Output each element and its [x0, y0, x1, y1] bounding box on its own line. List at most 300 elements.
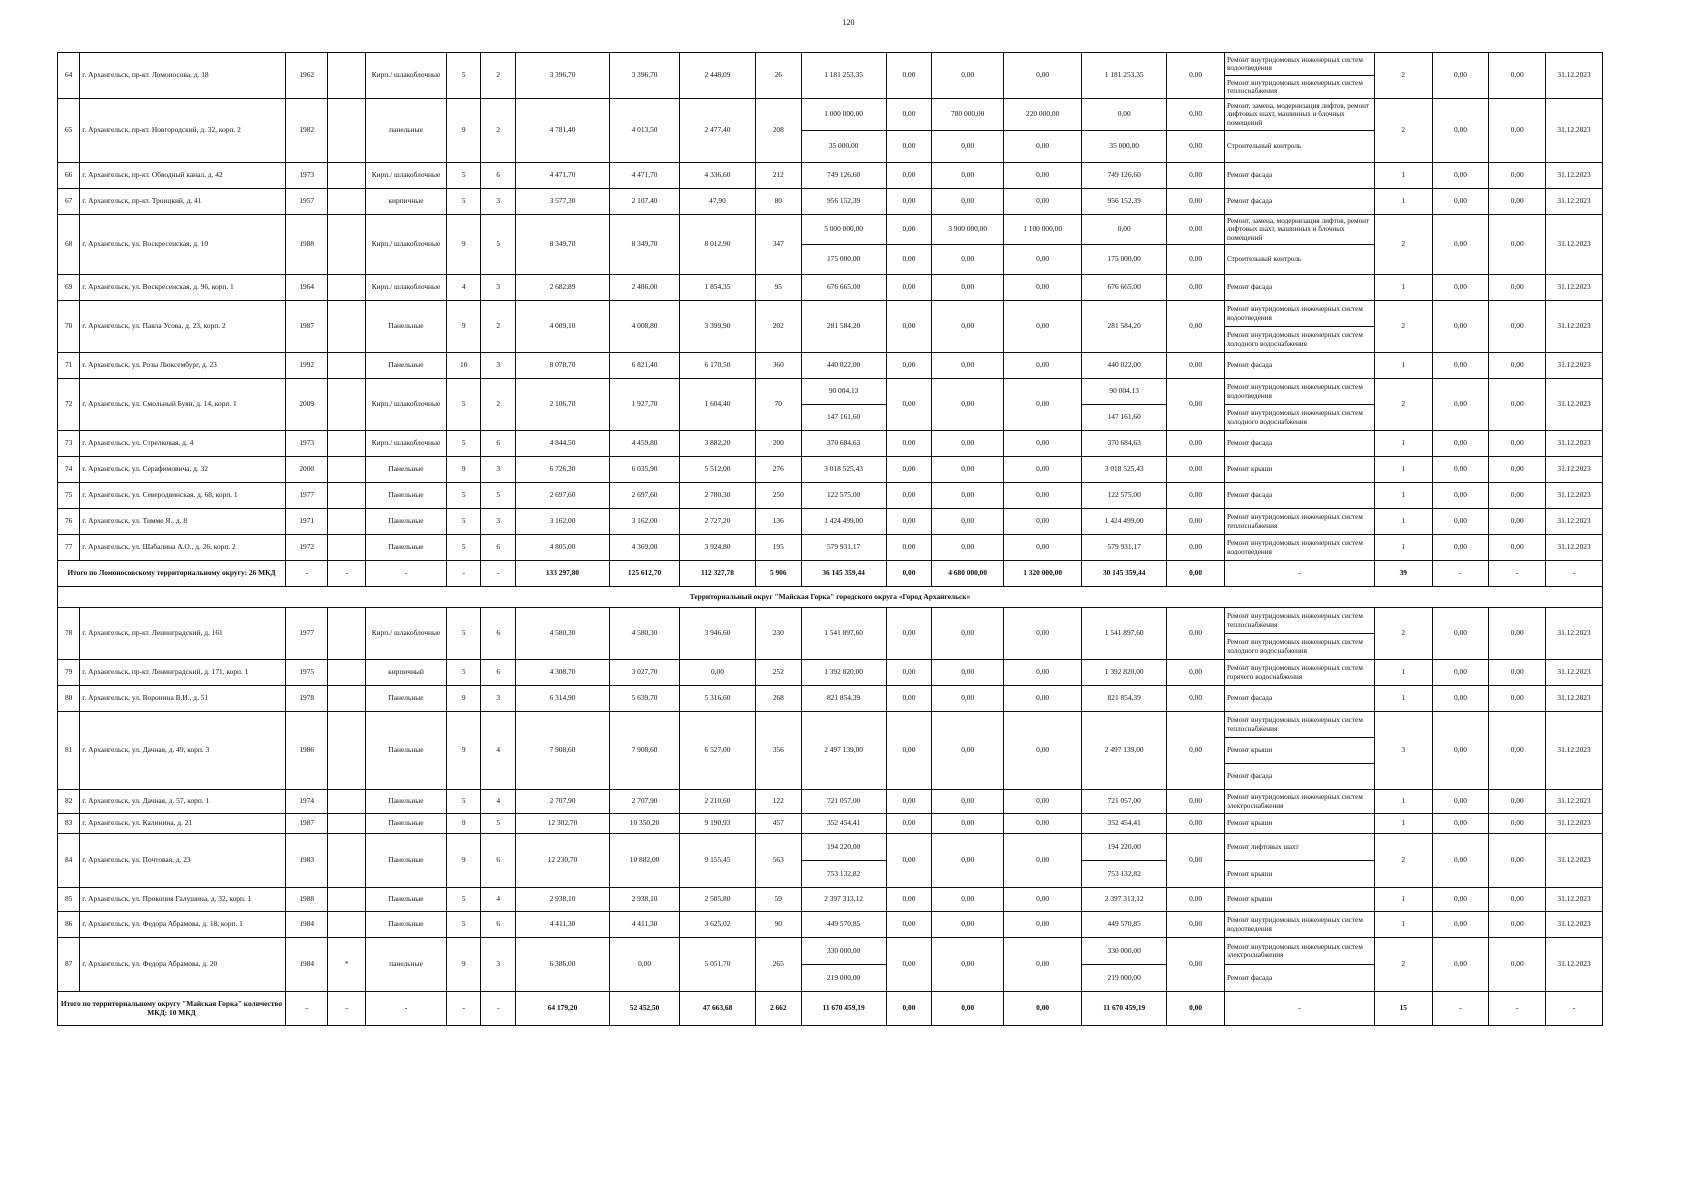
table-row: [58, 215, 1603, 245]
residential-area-cell: 1 854,35: [680, 275, 756, 301]
total-area-cell: 2 682,89: [515, 275, 609, 301]
wall-material-cell: кирпичные: [365, 189, 446, 215]
owners-cell: 1 541 897,60: [1082, 608, 1167, 660]
total-dash: -: [328, 561, 365, 587]
cost-cell: 352 454,41: [801, 814, 886, 834]
owners-cell: 194 220,00: [1082, 834, 1167, 861]
wall-material-cell: Панельные: [365, 712, 446, 790]
row-number: 80: [58, 686, 80, 712]
mark-cell: *: [328, 938, 365, 992]
table-row: [58, 53, 1603, 76]
living-area-cell: 3 162,00: [610, 509, 680, 535]
living-area-cell: 5 639,70: [610, 686, 680, 712]
plan-cell: 0,00: [1432, 686, 1489, 712]
local-cell: 0,00: [1004, 888, 1082, 912]
work-type-cell: Ремонт внутридомовых инженерных систем водоотведения: [1224, 379, 1374, 405]
cost-cell: 821 854,39: [801, 686, 886, 712]
fund-cell: 0,00: [886, 189, 932, 215]
local-cell: 0,00: [1004, 275, 1082, 301]
owners-cell: 753 132,82: [1082, 861, 1167, 888]
residential-area-cell: 1 604,40: [680, 379, 756, 431]
work-type-cell: Ремонт внутридомовых инженерных систем холодного водоснабжения: [1224, 634, 1374, 660]
work-type-cell: Ремонт крыши: [1224, 457, 1374, 483]
table-row: [58, 379, 1603, 405]
district2-rows: [58, 608, 1603, 992]
other-cell: 0,00: [1167, 834, 1225, 888]
wall-material-cell: Панельные: [365, 686, 446, 712]
plan-cell: 0,00: [1432, 215, 1489, 275]
total-residential-area: 47 663,68: [680, 992, 756, 1026]
plan-cell: 0,00: [1432, 53, 1489, 99]
plan-cell: 0,00: [1432, 938, 1489, 992]
mark-cell: [328, 660, 365, 686]
living-area-cell: 4 411,30: [610, 912, 680, 938]
year-cell: 1957: [285, 189, 328, 215]
work-count-cell: 1: [1374, 888, 1432, 912]
cost-cell: 3 018 525,43: [801, 457, 886, 483]
total-area-cell: 6 314,90: [515, 686, 609, 712]
work-type-cell: Ремонт крыши: [1224, 888, 1374, 912]
table-row: [58, 457, 1603, 483]
work-type-cell: Ремонт фасада: [1224, 965, 1374, 992]
other-cell: 0,00: [1167, 790, 1225, 814]
total-area-cell: 12 302,70: [515, 814, 609, 834]
work-type-cell: Ремонт фасада: [1224, 431, 1374, 457]
residential-area-cell: 2 210,60: [680, 790, 756, 814]
entrances-cell: 3: [481, 189, 515, 215]
row-number: 81: [58, 712, 80, 790]
address-cell: г. Архангельск, ул. Почтовая, д. 23: [80, 834, 286, 888]
entrances-cell: 3: [481, 353, 515, 379]
regional-cell: 0,00: [932, 814, 1004, 834]
entrances-cell: 6: [481, 912, 515, 938]
cost-cell: 449 570,85: [801, 912, 886, 938]
fund-cell: 0,00: [886, 275, 932, 301]
regional-cell: 0,00: [932, 131, 1004, 163]
row-number: 86: [58, 912, 80, 938]
floors-cell: 5: [447, 53, 481, 99]
residential-area-cell: 5 512,00: [680, 457, 756, 483]
residents-cell: 250: [755, 483, 801, 509]
row-number: 65: [58, 99, 80, 163]
year-cell: 1962: [285, 53, 328, 99]
regional-cell: 0,00: [932, 660, 1004, 686]
fund-cell: 0,00: [886, 814, 932, 834]
wall-material-cell: Кирп./ шлакоблочные: [365, 608, 446, 660]
work-count-cell: 2: [1374, 215, 1432, 275]
living-area-cell: 4 013,50: [610, 99, 680, 163]
plan-cell: 0,00: [1432, 189, 1489, 215]
total-area-cell: 4 580,30: [515, 608, 609, 660]
local-cell: 0,00: [1004, 712, 1082, 790]
mark-cell: [328, 215, 365, 275]
wall-material-cell: Кирп./ шлакоблочные: [365, 163, 446, 189]
plan-cell: 0,00: [1489, 686, 1546, 712]
residents-cell: 59: [755, 888, 801, 912]
work-count-cell: 1: [1374, 457, 1432, 483]
row-number: 64: [58, 53, 80, 99]
year-cell: 1974: [285, 790, 328, 814]
work-type-cell: Ремонт фасада: [1224, 686, 1374, 712]
residential-area-cell: 2 727,20: [680, 509, 756, 535]
residential-area-cell: 2 448,09: [680, 53, 756, 99]
local-cell: 0,00: [1004, 189, 1082, 215]
residents-cell: 90: [755, 912, 801, 938]
residential-area-cell: 9 190,93: [680, 814, 756, 834]
cost-cell: 281 584,20: [801, 301, 886, 353]
work-type-cell: Ремонт внутридомовых инженерных систем электроснабжения: [1224, 938, 1374, 965]
deadline-cell: 31.12.2023: [1546, 912, 1603, 938]
wall-material-cell: Панельные: [365, 834, 446, 888]
mark-cell: [328, 608, 365, 660]
work-type-cell: Ремонт, замена, модернизация лифтов, ремонт лифтовых шахт, машинных и блочных помещений: [1224, 215, 1374, 245]
deadline-cell: 31.12.2023: [1546, 483, 1603, 509]
district2-total: [58, 992, 1603, 1026]
row-number: 77: [58, 535, 80, 561]
other-cell: 0,00: [1167, 379, 1225, 431]
regional-cell: 0,00: [932, 189, 1004, 215]
work-type-cell: Ремонт внутридомовых инженерных систем холодного водоснабжения: [1224, 405, 1374, 431]
residents-cell: 265: [755, 938, 801, 992]
cost-cell: 2 497 139,00: [801, 712, 886, 790]
total-area-cell: 2 106,70: [515, 379, 609, 431]
work-type-cell: Ремонт внутридомовых инженерных систем водоотведения: [1224, 535, 1374, 561]
total-area-cell: 2 707,90: [515, 790, 609, 814]
work-count-cell: 1: [1374, 660, 1432, 686]
regional-cell: 780 000,00: [932, 99, 1004, 131]
address-cell: г. Архангельск, пр-кт. Ломоносова, д. 18: [80, 53, 286, 99]
total-local: 0,00: [1004, 992, 1082, 1026]
district1-rows: [58, 53, 1603, 561]
owners-cell: 3 018 525,43: [1082, 457, 1167, 483]
address-cell: г. Архангельск, ул. Шабалина А.О., д. 26, корп. 2: [80, 535, 286, 561]
floors-cell: 5: [447, 912, 481, 938]
plan-cell: 0,00: [1489, 53, 1546, 99]
deadline-cell: 31.12.2023: [1546, 457, 1603, 483]
work-type-cell: Ремонт внутридомовых инженерных систем водоотведения: [1224, 301, 1374, 327]
residential-area-cell: 2 505,80: [680, 888, 756, 912]
owners-cell: 330 000,00: [1082, 938, 1167, 965]
address-cell: г. Архангельск, ул. Северодвинская, д. 68, корп. 1: [80, 483, 286, 509]
other-cell: 0,00: [1167, 686, 1225, 712]
other-cell: 0,00: [1167, 814, 1225, 834]
cost-cell: 753 132,82: [801, 861, 886, 888]
total-area-cell: 8 349,70: [515, 215, 609, 275]
row-number: 67: [58, 189, 80, 215]
year-cell: 1987: [285, 814, 328, 834]
plan-cell: 0,00: [1432, 275, 1489, 301]
plan-cell: 0,00: [1489, 834, 1546, 888]
mark-cell: [328, 686, 365, 712]
work-count-cell: 2: [1374, 301, 1432, 353]
regional-cell: 0,00: [932, 483, 1004, 509]
plan-cell: 0,00: [1432, 99, 1489, 163]
fund-cell: 0,00: [886, 53, 932, 99]
total-living-area: 125 612,70: [610, 561, 680, 587]
fund-cell: 0,00: [886, 353, 932, 379]
cost-cell: 330 000,00: [801, 938, 886, 965]
plan-cell: 0,00: [1432, 814, 1489, 834]
cost-cell: 1 392 820,00: [801, 660, 886, 686]
floors-cell: 5: [447, 660, 481, 686]
address-cell: г. Архангельск, ул. Федора Абрамова, д. 20: [80, 938, 286, 992]
entrances-cell: 5: [481, 483, 515, 509]
regional-cell: 0,00: [932, 245, 1004, 275]
deadline-cell: 31.12.2023: [1546, 814, 1603, 834]
deadline-cell: 31.12.2023: [1546, 53, 1603, 99]
fund-cell: 0,00: [886, 163, 932, 189]
work-type-cell: Ремонт внутридомовых инженерных систем горячего водоснабжения: [1224, 660, 1374, 686]
work-count-cell: 1: [1374, 790, 1432, 814]
total-dash: -: [365, 992, 446, 1026]
local-cell: 0,00: [1004, 457, 1082, 483]
deadline-cell: 31.12.2023: [1546, 686, 1603, 712]
other-cell: 0,00: [1167, 431, 1225, 457]
entrances-cell: 3: [481, 938, 515, 992]
plan-cell: 0,00: [1432, 379, 1489, 431]
total-area-cell: 4 009,10: [515, 301, 609, 353]
row-number: 87: [58, 938, 80, 992]
wall-material-cell: панельные: [365, 99, 446, 163]
owners-cell: 1 392 820,00: [1082, 660, 1167, 686]
local-cell: 0,00: [1004, 686, 1082, 712]
local-cell: 0,00: [1004, 379, 1082, 431]
residents-cell: 360: [755, 353, 801, 379]
mark-cell: [328, 834, 365, 888]
local-cell: 0,00: [1004, 163, 1082, 189]
fund-cell: 0,00: [886, 712, 932, 790]
floors-cell: 9: [447, 99, 481, 163]
living-area-cell: 6 035,90: [610, 457, 680, 483]
residents-cell: 195: [755, 535, 801, 561]
residential-area-cell: 6 170,50: [680, 353, 756, 379]
wall-material-cell: Кирп./ шлакоблочные: [365, 215, 446, 275]
work-count-cell: 1: [1374, 431, 1432, 457]
floors-cell: 9: [447, 938, 481, 992]
residential-area-cell: 0,00: [680, 660, 756, 686]
total-residential-area: 112 327,78: [680, 561, 756, 587]
cost-cell: 90 004,13: [801, 379, 886, 405]
residents-cell: 136: [755, 509, 801, 535]
owners-cell: 721 057,00: [1082, 790, 1167, 814]
year-cell: 1975: [285, 660, 328, 686]
local-cell: 0,00: [1004, 509, 1082, 535]
work-count-cell: 2: [1374, 53, 1432, 99]
entrances-cell: 4: [481, 790, 515, 814]
year-cell: 1988: [285, 888, 328, 912]
address-cell: г. Архангельск, ул. Серафимовича, д. 32: [80, 457, 286, 483]
work-count-cell: 1: [1374, 275, 1432, 301]
entrances-cell: 3: [481, 509, 515, 535]
total-area-cell: 7 908,60: [515, 712, 609, 790]
other-cell: 0,00: [1167, 938, 1225, 992]
work-type-cell: Ремонт внутридомовых инженерных систем водоотведения: [1224, 912, 1374, 938]
work-count-cell: 2: [1374, 608, 1432, 660]
mark-cell: [328, 712, 365, 790]
other-cell: 0,00: [1167, 483, 1225, 509]
owners-cell: 219 000,00: [1082, 965, 1167, 992]
plan-cell: 0,00: [1432, 834, 1489, 888]
cost-cell: 5 000 000,00: [801, 215, 886, 245]
other-cell: 0,00: [1167, 660, 1225, 686]
total-dash: -: [481, 992, 515, 1026]
plan-cell: 0,00: [1432, 509, 1489, 535]
other-cell: 0,00: [1167, 99, 1225, 131]
total-fund: 0,00: [886, 561, 932, 587]
work-type-cell: Ремонт фасада: [1224, 764, 1374, 790]
total-dash: -: [365, 561, 446, 587]
total-area-cell: 2 697,60: [515, 483, 609, 509]
deadline-cell: 31.12.2023: [1546, 938, 1603, 992]
residents-cell: 202: [755, 301, 801, 353]
owners-cell: 90 004,13: [1082, 379, 1167, 405]
row-number: 82: [58, 790, 80, 814]
plan-cell: 0,00: [1489, 912, 1546, 938]
deadline-cell: 31.12.2023: [1546, 301, 1603, 353]
year-cell: 1984: [285, 938, 328, 992]
total-dash: -: [447, 561, 481, 587]
district-header-row: [58, 587, 1603, 608]
local-cell: 0,00: [1004, 245, 1082, 275]
other-cell: 0,00: [1167, 301, 1225, 353]
work-type-cell: Ремонт внутридомовых инженерных систем водоотведения: [1224, 53, 1374, 76]
living-area-cell: 4 580,30: [610, 608, 680, 660]
owners-cell: 579 931,17: [1082, 535, 1167, 561]
wall-material-cell: кирпичный: [365, 660, 446, 686]
table-row: [58, 660, 1603, 686]
plan-cell: 0,00: [1489, 888, 1546, 912]
cost-cell: 1 181 253,35: [801, 53, 886, 99]
local-cell: 0,00: [1004, 301, 1082, 353]
mark-cell: [328, 431, 365, 457]
floors-cell: 9: [447, 215, 481, 275]
mark-cell: [328, 457, 365, 483]
address-cell: г. Архангельск, ул. Розы Люксембург, д. 23: [80, 353, 286, 379]
year-cell: 1987: [285, 301, 328, 353]
mark-cell: [328, 189, 365, 215]
floors-cell: 9: [447, 712, 481, 790]
regional-cell: 0,00: [932, 608, 1004, 660]
cost-cell: 175 000,00: [801, 245, 886, 275]
fund-cell: 0,00: [886, 888, 932, 912]
work-type-cell: Ремонт фасада: [1224, 163, 1374, 189]
residential-area-cell: 47,90: [680, 189, 756, 215]
total-dash: -: [1546, 992, 1603, 1026]
table-row: [58, 790, 1603, 814]
regional-cell: 3 900 000,00: [932, 215, 1004, 245]
total-dash: -: [1546, 561, 1603, 587]
total-owners: 11 670 459,19: [1082, 992, 1167, 1026]
living-area-cell: 4 459,80: [610, 431, 680, 457]
local-cell: 0,00: [1004, 483, 1082, 509]
total-area-cell: 12 230,70: [515, 834, 609, 888]
floors-cell: 5: [447, 535, 481, 561]
owners-cell: 440 022,00: [1082, 353, 1167, 379]
cost-cell: 1 541 897,60: [801, 608, 886, 660]
cost-cell: 1 000 000,00: [801, 99, 886, 131]
plan-cell: 0,00: [1432, 163, 1489, 189]
total-residents: 5 906: [755, 561, 801, 587]
total-other: 0,00: [1167, 561, 1225, 587]
fund-cell: 0,00: [886, 245, 932, 275]
cost-cell: 370 684,63: [801, 431, 886, 457]
owners-cell: 749 126,60: [1082, 163, 1167, 189]
work-type-cell: Строительный контроль: [1224, 131, 1374, 163]
table-row: [58, 353, 1603, 379]
work-count-cell: 3: [1374, 712, 1432, 790]
deadline-cell: 31.12.2023: [1546, 660, 1603, 686]
row-number: 79: [58, 660, 80, 686]
plan-cell: 0,00: [1489, 660, 1546, 686]
address-cell: г. Архангельск, ул. Воскресенская, д. 10: [80, 215, 286, 275]
row-number: 78: [58, 608, 80, 660]
work-type-cell: Ремонт внутридомовых инженерных систем холодного водоснабжения: [1224, 327, 1374, 353]
living-area-cell: 3 396,70: [610, 53, 680, 99]
residents-cell: 230: [755, 608, 801, 660]
work-type-cell: Ремонт внутридомовых инженерных систем электроснабжения: [1224, 790, 1374, 814]
residents-cell: 563: [755, 834, 801, 888]
fund-cell: 0,00: [886, 379, 932, 431]
owners-cell: 1 181 253,35: [1082, 53, 1167, 99]
owners-cell: 2 497 139,00: [1082, 712, 1167, 790]
owners-cell: 0,00: [1082, 215, 1167, 245]
cost-cell: 956 152,39: [801, 189, 886, 215]
regional-cell: 0,00: [932, 712, 1004, 790]
total-area-cell: 4 844,50: [515, 431, 609, 457]
total-work-count: 15: [1374, 992, 1432, 1026]
other-cell: 0,00: [1167, 888, 1225, 912]
residential-area-cell: 3 399,90: [680, 301, 756, 353]
regional-cell: 0,00: [932, 275, 1004, 301]
table-row: [58, 938, 1603, 965]
year-cell: 1972: [285, 535, 328, 561]
year-cell: 1982: [285, 99, 328, 163]
table-row: [58, 686, 1603, 712]
fund-cell: 0,00: [886, 535, 932, 561]
owners-cell: 370 684,63: [1082, 431, 1167, 457]
entrances-cell: 4: [481, 888, 515, 912]
residents-cell: 26: [755, 53, 801, 99]
year-cell: 1973: [285, 431, 328, 457]
wall-material-cell: Панельные: [365, 790, 446, 814]
total-regional: 4 680 000,00: [932, 561, 1004, 587]
owners-cell: 449 570,85: [1082, 912, 1167, 938]
owners-cell: 676 665,00: [1082, 275, 1167, 301]
work-count-cell: 1: [1374, 814, 1432, 834]
year-cell: 1977: [285, 483, 328, 509]
residents-cell: 200: [755, 431, 801, 457]
row-number: 70: [58, 301, 80, 353]
living-area-cell: 4 008,80: [610, 301, 680, 353]
regional-cell: 0,00: [932, 53, 1004, 99]
mark-cell: [328, 888, 365, 912]
deadline-cell: 31.12.2023: [1546, 215, 1603, 275]
entrances-cell: 3: [481, 457, 515, 483]
fund-cell: 0,00: [886, 431, 932, 457]
row-number: 68: [58, 215, 80, 275]
residential-area-cell: 2 780,30: [680, 483, 756, 509]
address-cell: г. Архангельск, ул. Тимме Я., д. 8: [80, 509, 286, 535]
plan-cell: 0,00: [1489, 712, 1546, 790]
deadline-cell: 31.12.2023: [1546, 189, 1603, 215]
regional-cell: 0,00: [932, 431, 1004, 457]
living-area-cell: 2 707,90: [610, 790, 680, 814]
total-area-cell: 8 078,70: [515, 353, 609, 379]
plan-cell: 0,00: [1489, 275, 1546, 301]
wall-material-cell: Панельные: [365, 509, 446, 535]
row-number: 66: [58, 163, 80, 189]
work-type-cell: Ремонт фасада: [1224, 189, 1374, 215]
